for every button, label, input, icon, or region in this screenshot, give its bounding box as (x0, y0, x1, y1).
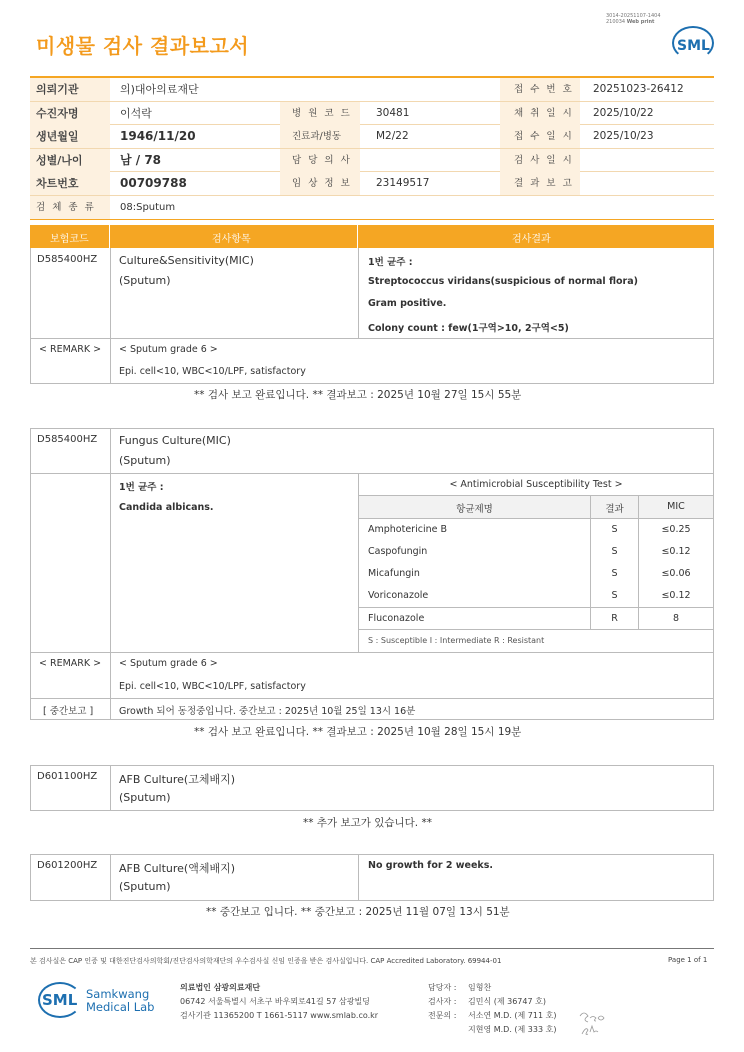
ast-drug: Micafungin (368, 568, 420, 579)
label-department-ward: 진료과/병동 (280, 125, 360, 148)
organization-name: 의료법인 삼광의료재단 (180, 983, 261, 992)
info-row (30, 78, 714, 102)
result-section-afb-liquid (30, 854, 714, 901)
organization-contact: 검사기관 11365200 T 1661-5117 www.smlab.co.kr (180, 1011, 379, 1020)
remark-grade: < Sputum grade 6 > (119, 658, 218, 669)
label-birth-date: 생년월일 (30, 125, 110, 148)
value-specimen-type: 08:Sputum (120, 201, 176, 213)
staff-role: 담당자 : (428, 983, 457, 992)
staff-name: 김민식 (제 36747 호) (468, 997, 546, 1006)
ast-title: < Antimicrobial Susceptibility Test > (449, 479, 623, 490)
label-physician: 담 당 의 사 (280, 149, 360, 172)
result-section-fungus-culture (30, 428, 714, 720)
label-hospital-code: 병 원 코 드 (280, 102, 360, 125)
remark-detail: Epi. cell<10, WBC<10/LPF, satisfactory (119, 366, 306, 377)
interim-report-note: ** 중간보고 입니다. ** 중간보고 : 2025년 11월 07일 13시 51분 (206, 906, 510, 918)
label-receipt-number: 접 수 번 호 (500, 78, 580, 101)
ast-header-result: 결과 (605, 504, 624, 515)
ast-drug: Amphotericine B (368, 524, 447, 535)
label-specimen-type: 검 체 종 류 (30, 196, 110, 219)
ast-result: S (611, 546, 618, 557)
info-row (30, 149, 714, 173)
sml-logo-text: SML (677, 38, 710, 54)
value-collection-date: 2025/10/22 (593, 106, 654, 119)
ast-drug: Caspofungin (368, 546, 428, 557)
ast-result: S (611, 590, 618, 601)
info-row (30, 172, 714, 196)
test-item-name: Fungus Culture(MIC) (119, 434, 231, 447)
label-collection-date: 채 취 일 시 (500, 102, 580, 125)
value-department-ward: M2/22 (376, 130, 409, 143)
result-section-culture-sensitivity (30, 248, 714, 384)
certification-note: 본 검사실은 CAP 인증 및 대한진단검사의학회/진단검사의학재단의 우수검사실 신임 인증을 받은 검사실입니다. CAP Accredited Laboratory. 69944-01 (30, 957, 502, 965)
interim-report-text: Growth 되어 동정중입니다. 중간보고 : 2025년 10월 25일 13시 16분 (119, 706, 416, 717)
label-test-date: 검 사 일 시 (500, 149, 580, 172)
label-requesting-org: 의뢰기관 (30, 78, 110, 101)
test-item-name: AFB Culture(액체배지) (119, 862, 236, 875)
staff-name: 서소연 M.D. (제 711 호) (468, 1011, 557, 1020)
ast-header-drug: 항균제명 (456, 504, 493, 515)
ast-drug: Voriconazole (368, 590, 429, 601)
insurance-code: D585400HZ (37, 434, 98, 445)
patient-info-table (30, 76, 714, 220)
info-row (30, 125, 714, 149)
strain-label: 1번 균주 : (368, 257, 413, 268)
insurance-code: D585400HZ (37, 254, 98, 265)
remark-detail: Epi. cell<10, WBC<10/LPF, satisfactory (119, 681, 306, 692)
header-test-item: 검사항목 (212, 234, 251, 245)
label-clinical-info: 임 상 정 보 (280, 172, 360, 195)
organism-name: Streptococcus viridans(suspicious of normal flora) (368, 276, 638, 287)
test-item-specimen: (Sputum) (119, 274, 171, 287)
insurance-code: D601200HZ (37, 860, 98, 871)
web-print-label: Web print (626, 19, 655, 25)
staff-name: 임형찬 (468, 983, 492, 992)
test-item-specimen: (Sputum) (119, 454, 171, 467)
value-clinical-info: 23149517 (376, 177, 430, 190)
ast-result: S (611, 568, 618, 579)
code-line-2: 210034 (606, 19, 626, 25)
company-name-line2: Medical Lab (86, 1000, 155, 1014)
header-test-result: 검사결과 (512, 234, 551, 245)
document-code (606, 13, 661, 25)
label-sex-age: 성별/나이 (30, 149, 110, 172)
ast-result: S (611, 524, 618, 535)
test-item-name: AFB Culture(고체배지) (119, 773, 236, 786)
value-requesting-org: 의)대아의료재단 (120, 83, 199, 96)
test-item-specimen: (Sputum) (119, 791, 171, 804)
gram-stain-result: Gram positive. (368, 298, 447, 309)
staff-role: 전문의 : (428, 1011, 457, 1020)
test-result: No growth for 2 weeks. (368, 860, 493, 871)
ast-mic: ≤0.25 (661, 524, 691, 535)
page-number: Page 1 of 1 (668, 956, 708, 964)
value-receipt-date: 2025/10/23 (593, 130, 654, 143)
info-row (30, 102, 714, 126)
value-receipt-number: 20251023-26412 (593, 83, 684, 95)
organization-address: 06742 서울특별시 서초구 바우뫼로41길 57 삼광빌딩 (180, 997, 370, 1006)
colony-count: Colony count : few(1구역>10, 2구역<5) (368, 323, 569, 334)
value-sex-age: 남 / 78 (120, 152, 162, 167)
remark-grade: < Sputum grade 6 > (119, 344, 218, 355)
staff-name: 지현영 M.D. (제 333 호) (468, 1025, 557, 1034)
organism-name: Candida albicans. (119, 502, 214, 513)
interim-report-label: [ 중간보고 ] (43, 706, 94, 717)
value-hospital-code: 30481 (376, 106, 410, 119)
value-chart-number: 00709788 (120, 176, 187, 191)
label-receipt-date: 접 수 일 시 (500, 125, 580, 148)
header-insurance-code: 보험코드 (50, 234, 89, 245)
label-patient-name: 수진자명 (30, 102, 110, 125)
ast-drug: Fluconazole (368, 613, 425, 624)
ast-mic: 8 (672, 613, 680, 624)
strain-label: 1번 균주 : (119, 482, 164, 493)
company-name (86, 988, 154, 1014)
insurance-code: D601100HZ (37, 771, 98, 782)
test-item-specimen: (Sputum) (119, 880, 171, 893)
company-name-line1: Samkwang (86, 987, 150, 1001)
result-table-header (30, 225, 714, 248)
report-complete-note: ** 검사 보고 완료입니다. ** 결과보고 : 2025년 10월 27일 15시 55분 (194, 389, 522, 401)
ast-result: R (611, 613, 618, 624)
staff-role: 검사자 : (428, 997, 457, 1006)
result-section-afb-solid (30, 765, 714, 811)
value-birth-date: 1946/11/20 (120, 129, 196, 144)
remark-label: < REMARK > (39, 344, 102, 355)
ast-legend: S : Susceptible I : Intermediate R : Resistant (368, 636, 545, 645)
code-line-1: 3014-20251107-1404 (606, 13, 661, 19)
footer-divider (30, 948, 714, 949)
label-chart-number: 차트번호 (30, 172, 110, 195)
label-result-report: 결 과 보 고 (500, 172, 580, 195)
sml-logo (672, 26, 714, 60)
report-complete-note: ** 검사 보고 완료입니다. ** 결과보고 : 2025년 10월 28일 15시 19분 (194, 726, 522, 738)
ast-mic: ≤0.12 (661, 546, 691, 557)
test-item-name: Culture&Sensitivity(MIC) (119, 254, 254, 267)
ast-header-mic: MIC (667, 501, 685, 512)
value-patient-name: 이석락 (120, 106, 152, 120)
ast-mic: ≤0.12 (661, 590, 691, 601)
report-title: 미생물 검사 결과보고서 (36, 34, 250, 58)
ast-mic: ≤0.06 (661, 568, 691, 579)
physician-signature (576, 1006, 610, 1038)
additional-report-note: ** 추가 보고가 있습니다. ** (303, 817, 432, 829)
info-row (30, 196, 714, 220)
remark-label: < REMARK > (39, 658, 102, 669)
sml-logo-text: SML (42, 991, 78, 1009)
